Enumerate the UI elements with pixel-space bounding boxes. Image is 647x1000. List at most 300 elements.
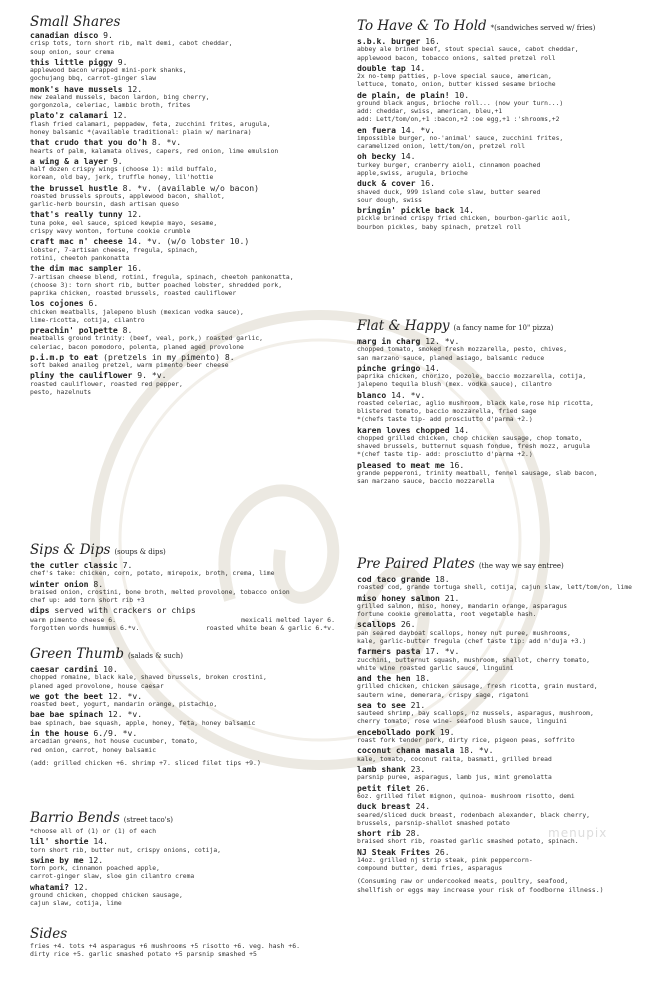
item-description: half dozen crispy wings (choose 1): mild buffalo, — [30, 166, 218, 174]
item-name — [30, 691, 335, 701]
item-price: 12. — [127, 83, 143, 94]
item-name — [357, 151, 639, 161]
item-description: chopped romaine, black kale, shaved brussels, broken crostini, — [30, 674, 267, 682]
dip-option: mexicali melted layer 6. — [241, 615, 335, 624]
item-price: 24. — [415, 801, 431, 812]
item-description: gorgonzola, celeriac, lambic broth, frites — [30, 102, 191, 110]
item-name-text: the brussel hustle — [30, 182, 118, 193]
item-description: red onion, carrot, honey balsamic — [30, 746, 157, 754]
menu-item — [30, 263, 335, 298]
item-description: pesto, hazelnuts — [30, 388, 92, 396]
item-name — [30, 560, 335, 570]
item-description: *(chef taste tip- add: prosciutto d'parma +2.) — [357, 451, 533, 459]
item-name — [357, 700, 639, 710]
item-description: kale, tomato, coconut raita, basmati, grilled bread — [357, 755, 552, 763]
section-title-text: Sides — [30, 926, 68, 942]
item-name — [30, 709, 335, 719]
item-description: pan seared dayboat scallops, honey nut puree, mushrooms, — [357, 629, 571, 637]
item-description: 14oz. grilled nj strip steak, pink peppercorn- — [357, 856, 533, 864]
item-name — [357, 460, 639, 470]
item-price: 14. *v. — [400, 124, 435, 135]
menu-item — [357, 574, 639, 593]
menu-item — [357, 700, 639, 727]
item-name-text: en fuera — [357, 124, 396, 135]
watermark-text: menupix — [548, 826, 608, 840]
item-description: apple,swiss, arugula, brioche — [357, 170, 468, 178]
menu-item — [30, 325, 335, 352]
item-description: applewood bacon wrapped mini-pork shanks, — [30, 67, 187, 75]
item-price: 14. — [400, 151, 416, 162]
item-price: 12. — [127, 209, 143, 220]
item-price: 14. — [93, 836, 108, 847]
item-price: 12. — [112, 110, 128, 121]
item-description: roasted cod, grande tortuga shell, cotija, cajun slaw, lett/tom/on, lime — [357, 584, 632, 592]
menu-item — [30, 709, 335, 728]
item-name — [30, 57, 335, 67]
section-title — [357, 318, 639, 336]
item-price: 18. — [415, 673, 431, 684]
menu-item — [357, 425, 639, 460]
section-note: (street taco's) — [123, 816, 173, 824]
item-name-text: swine by me — [30, 854, 84, 865]
item-name — [30, 325, 335, 335]
item-price: 8. — [93, 578, 104, 589]
item-price: 16. — [420, 178, 435, 189]
item-description: roast fork tender pork, dirty rice, pigeon peas, soffrito — [357, 737, 575, 745]
item-name-text: cod taco grande — [357, 574, 431, 584]
menu-item — [30, 691, 335, 710]
item-price: 18. — [434, 574, 450, 584]
item-price: 12. *v. — [107, 690, 143, 701]
item-price: 26. — [400, 619, 416, 630]
menu-item — [357, 178, 639, 205]
item-description: chef up: add torn short rib +3 — [30, 597, 145, 605]
item-description: lime-ricotta, cotija, cilantro — [30, 316, 145, 324]
menu-item — [30, 137, 335, 156]
item-name-text: los cojones — [30, 298, 84, 309]
menu-item — [357, 125, 639, 152]
item-description: *(chefs taste tip- add prosciutto d'parma +2.) — [357, 416, 533, 424]
item-description: kale, garlic-butter fregula (chef taste tip: add n'duja +3.) — [357, 638, 587, 646]
item-price: 23. — [410, 763, 426, 774]
item-name-text: de plain, de plain! — [357, 89, 450, 100]
item-description: new zealand mussels, bacon lardon, bing cherry, — [30, 94, 210, 102]
menu-item — [30, 156, 335, 183]
menu-item — [357, 151, 639, 178]
item-name — [30, 605, 335, 615]
sides-line: dirty rice +5. garlic smashed potato +5 parsnip smashed +5 — [30, 950, 257, 959]
item-description: sauteed shrimp, bay scallops, nz mussels, asparagus, mushroom, — [357, 710, 594, 718]
section-note: (soups & dips) — [114, 548, 166, 556]
section-to_have — [357, 18, 639, 232]
item-name-text: duck & cover — [357, 178, 416, 189]
item-description: jalepeno tequila blush (mex. vodka sauce), cilantro — [357, 381, 552, 389]
section-note: (a fancy name for 10" pizza) — [453, 324, 554, 332]
item-description: 7-artisan cheese blend, rotini, fregula, spinach, cheetoh pankonatta, — [30, 273, 294, 281]
item-price: 12. — [73, 881, 89, 892]
item-name — [30, 298, 335, 308]
item-price: 16. — [449, 459, 465, 470]
item-description: zucchini, butternut squash, mushroom, shallot, cherry tomato, — [357, 656, 590, 664]
item-description: caramelized onion, lett/tom/on, pretzel roll — [357, 143, 526, 151]
section-title-text: Green Thumb — [30, 646, 125, 662]
item-name-text: craft mac n' cheese — [30, 236, 123, 247]
item-name-text: that's really tunny — [30, 209, 123, 220]
item-name-text: lil' shortie — [30, 836, 89, 847]
menu-item — [357, 646, 639, 673]
item-name-text: plato'z calamari — [30, 110, 108, 121]
section-title-text: Flat & Happy — [357, 318, 450, 334]
item-description: fortune cookie gremolatta, root vegetable hash. — [357, 611, 537, 619]
item-name-text: petit filet — [357, 782, 411, 793]
footer-line: shellfish or eggs may increase your risk of foodborne illness.) — [357, 885, 604, 894]
item-description: torn pork, cinnamon poached apple, — [30, 865, 160, 873]
item-price: (pretzels in my pimento) 8. — [103, 351, 235, 362]
item-name-text: winter onion — [30, 578, 89, 589]
item-name — [357, 178, 639, 188]
section-title-text: Pre Paired Plates — [357, 556, 475, 572]
item-price: 14. — [425, 362, 440, 373]
item-description: tuna poke, eel sauce, spiced kewpie mayo, sesame, — [30, 219, 218, 227]
item-name — [30, 84, 335, 94]
dip-option: warm pimento cheese 6. — [30, 615, 117, 624]
item-name — [357, 336, 639, 346]
item-name-text: lamb shank — [357, 763, 406, 774]
menu-item — [357, 390, 639, 425]
menu-item — [357, 801, 639, 828]
item-name-text: bringin' pickle back — [357, 205, 455, 216]
item-name-text: pliny the cauliflower — [30, 370, 133, 381]
item-name-text: this little piggy — [30, 56, 113, 67]
item-name-text: that crudo that you do'h — [30, 137, 147, 148]
item-price: 14. — [459, 205, 474, 216]
section-green — [30, 646, 335, 767]
item-name-text: marg in charg — [357, 336, 421, 346]
item-name-text: bae bae spinach — [30, 709, 104, 720]
menu-item — [30, 183, 335, 210]
item-description: cajun slaw, cotija, lime — [30, 900, 122, 908]
item-description: shaved duck, 999 island cole slaw, butter seared — [357, 188, 541, 196]
item-name-text: in the house — [30, 728, 89, 739]
item-description: chef's take: chicken, corn, potato, mirepoix, broth, crema, lime — [30, 570, 275, 578]
dip-row — [30, 616, 335, 624]
section-note: (salads & such) — [128, 652, 183, 660]
item-name-text: we got the beet — [30, 690, 104, 701]
item-name-text: the cutler classic — [30, 560, 118, 570]
item-description: add: cheddar, swiss, american, bleu,+1 — [357, 108, 503, 116]
item-description: ground black angus, brioche roll... (now your turn...) — [357, 100, 564, 108]
item-description: chopped tomato, smoked fresh mozzarella, pesto, chives, — [357, 346, 568, 354]
section-title-text: Barrio Bends — [30, 810, 120, 826]
item-description: carrot-ginger slaw, sloe gin cilantro crema — [30, 873, 195, 881]
item-price: 9. — [112, 155, 123, 166]
item-name-text: caesar cardini — [30, 664, 99, 674]
item-price: 10. — [103, 664, 118, 674]
item-price: 21. — [410, 699, 426, 710]
section-barrio — [30, 810, 335, 908]
menu-item — [30, 836, 335, 855]
menu-item — [30, 855, 335, 882]
dip-row — [30, 624, 335, 632]
item-description: torn short rib, butter nut, crispy onions, cotija, — [30, 846, 221, 854]
menu-item — [357, 673, 639, 700]
item-price: 9. — [117, 56, 128, 67]
item-name — [357, 363, 639, 373]
item-name-text: miso honey salmon — [357, 592, 440, 603]
item-name — [357, 801, 639, 811]
section-plates — [357, 556, 639, 894]
item-name — [30, 352, 335, 362]
item-name — [357, 205, 639, 215]
menu-item — [357, 593, 639, 620]
item-name-text: dips — [30, 605, 50, 616]
item-description: lobster, 7-artisan cheese, fregula, spinach, — [30, 246, 199, 254]
item-description: crisp tots, torn short rib, malt demi, cabot cheddar, — [30, 40, 233, 48]
item-name — [357, 619, 639, 629]
footer-line: (Consuming raw or undercooked meats, poultry, seafood, — [357, 877, 569, 886]
item-price: 16. — [425, 36, 440, 46]
item-name — [30, 209, 335, 219]
item-name — [30, 30, 335, 40]
item-name — [30, 156, 335, 166]
dip-option: roasted white bean & garlic 6.*v. — [205, 624, 335, 633]
item-description: applewood bacon, tobacco onions, salted pretzel roll — [357, 54, 556, 62]
item-price: 10. — [454, 89, 470, 100]
item-name — [30, 855, 335, 865]
item-price: 17. *v. — [425, 646, 460, 657]
item-description: crispy wavy wonton, fortune cookie crumble — [30, 228, 191, 236]
item-description: (choose 3): torn short rib, butter poached lobster, shredded pork, — [30, 281, 283, 289]
item-name-text: coconut chana masala — [357, 745, 455, 756]
menu-item — [30, 605, 335, 632]
menu-item — [357, 90, 639, 125]
item-price: 14. *v. (w/o lobster 10.) — [127, 236, 250, 247]
item-price: 26. — [434, 846, 450, 857]
item-price: 8. *v. (available w/o bacon) — [122, 182, 260, 193]
item-description: hearts of palm, kalamata olives, capers, red onion, lime emulsion — [30, 147, 279, 155]
item-name — [357, 727, 639, 737]
item-price: 9. — [103, 30, 113, 40]
item-description: roasted beet, yogurt, mandarin orange, pistachio, — [30, 701, 218, 709]
item-description: turkey burger, cranberry aioli, cinnamon poached — [357, 161, 541, 169]
item-name-text: double tap — [357, 62, 406, 73]
section-title — [30, 810, 335, 828]
section-sips — [30, 542, 335, 633]
section-small_shares — [30, 14, 335, 397]
item-description: paprika chicken, chorizo, pozole, baccio mozzarella, cotija, — [357, 373, 587, 381]
item-description: roasted cauliflower, roasted red pepper, — [30, 380, 183, 388]
menu-item — [357, 783, 639, 802]
item-description: bourbon pickles, baby spinach, pretzel roll — [357, 223, 522, 231]
item-description: arcadian greens, hot house cucumber, tomato, — [30, 738, 199, 746]
item-description: planed aged provolone, house caesar — [30, 682, 164, 690]
item-name — [357, 425, 639, 435]
item-description: bae spinach, bae squash, apple, honey, feta, honey balsamic — [30, 719, 256, 727]
menu-item — [357, 63, 639, 90]
sides-line: fries +4. tots +4 asparagus +6 mushrooms +5 risotto +6. veg. hash +6. — [30, 942, 301, 950]
item-description: grilled salmon, miso, honey, mandarin orange, asparagus — [357, 603, 568, 611]
item-description: add: Lett/tom/on,+1 :bacon,+2 :oe egg,+1 :'shrooms,+2 — [357, 116, 560, 124]
item-name — [30, 664, 335, 674]
section-note: (the way we say entree) — [478, 562, 564, 570]
item-description: 6oz. grilled filet mignon, quinoa- mushroom risotto, demi — [357, 792, 575, 800]
item-description: grilled chicken, chicken sausage, fresh ricotta, grain mustard, — [357, 683, 598, 691]
item-price: 14. — [454, 424, 470, 435]
item-name-text: encebollado pork — [357, 726, 435, 737]
item-name-text: s.b.k. burger — [357, 36, 421, 46]
item-name-text: duck breast — [357, 801, 411, 812]
item-name — [30, 137, 335, 147]
menu-item — [30, 298, 335, 325]
menu-item — [30, 728, 335, 755]
item-description: korean, old bay, jerk, truffle honey, lil'hottie — [30, 174, 214, 182]
footer-line: (add: grilled chicken +6. shrimp +7. sliced filet tips +9.) — [30, 758, 261, 767]
menu-item — [357, 363, 639, 390]
item-description: compound butter, demi fries, asparagus — [357, 865, 503, 873]
item-description: meatballs ground trinity: (beef, veal, pork,) roasted garlic, — [30, 335, 263, 343]
menu-item — [30, 664, 335, 691]
item-description: honey balsamic *(available traditional: plain w/ marinara) — [30, 129, 252, 137]
item-description: braised onion, crostini, bone broth, melted provolone, tobacco onion — [30, 589, 290, 597]
item-name — [357, 764, 639, 774]
item-name — [357, 673, 639, 683]
item-name-text: pinche gringo — [357, 362, 421, 373]
item-price: served with crackers or chips — [54, 605, 196, 616]
item-description: flash fried calamari, peppadew, feta, zucchini frites, arugula, — [30, 120, 271, 128]
menu-item — [357, 460, 639, 487]
menu-item — [30, 579, 335, 606]
menu-item — [30, 352, 335, 371]
item-price: 16. — [127, 263, 143, 274]
section-flat — [357, 318, 639, 486]
menu-item — [30, 110, 335, 137]
item-name — [30, 183, 335, 193]
section-title-text: To Have & To Hold — [357, 18, 487, 34]
item-price: 8. *v. — [151, 137, 182, 148]
item-price: 18. *v. — [459, 745, 494, 756]
item-price: 6. — [88, 298, 99, 309]
item-name-text: the dim mac sampler — [30, 263, 123, 274]
menu-item — [357, 619, 639, 646]
item-description: paprika chicken, roasted brussels, roasted cauliflower — [30, 289, 237, 297]
item-name — [30, 110, 335, 120]
section-title — [357, 18, 639, 36]
menu-item — [357, 764, 639, 783]
item-name-text: short rib — [357, 827, 401, 838]
item-description: grande pepperoni, trinity meatball, fennel sausage, slab bacon, — [357, 470, 598, 478]
item-name — [30, 882, 335, 892]
item-description: ground chicken, chopped chicken sausage, — [30, 892, 183, 900]
section-title — [30, 926, 335, 942]
item-description: chopped grilled chicken, chop chicken sausage, chop tomato, — [357, 435, 583, 443]
item-description: seared/sliced duck breast, rodenbach alexander, black cherry, — [357, 811, 590, 819]
item-name — [357, 783, 639, 793]
item-name-text: NJ Steak Frites — [357, 846, 431, 857]
item-price: 9. *v. — [137, 370, 167, 381]
item-name-text: preachin' polpette — [30, 324, 118, 335]
menu-item — [357, 36, 639, 63]
section-sides — [30, 926, 335, 959]
item-name — [357, 63, 639, 73]
item-price: 14. — [410, 62, 426, 73]
item-description: celeriac, bacon pomodoro, polenta, planed aged provolone — [30, 343, 244, 351]
item-name-text: p.i.m.p to eat — [30, 351, 99, 362]
item-name-text: karen loves chopped — [357, 424, 450, 435]
item-name — [30, 263, 335, 273]
item-description: 2x no-temp patties, p-love special sauce, american, — [357, 73, 552, 81]
item-description: braised short rib, roasted garlic smashed potato, spinach. — [357, 838, 579, 846]
item-name — [357, 90, 639, 100]
item-price: 26. — [415, 782, 431, 793]
item-description: lettuce, tomato, onion, butter kissed sesame brioche — [357, 81, 556, 89]
section-title — [357, 556, 639, 574]
item-description: san marzano sauce, planed asiago, balsamic reduce — [357, 354, 545, 362]
section-title-text: Sips & Dips — [30, 542, 111, 558]
menu-item — [30, 882, 335, 909]
item-name — [30, 579, 335, 589]
item-name-text: canadian disco — [30, 30, 99, 40]
section-title — [30, 542, 335, 560]
menu-item — [30, 370, 335, 397]
item-name — [357, 125, 639, 135]
section-title-text: Small Shares — [30, 14, 121, 30]
menu-item — [30, 236, 335, 263]
item-description: gochujang bbq, carrot-ginger slaw — [30, 75, 157, 83]
item-price: 14. *v. — [391, 389, 426, 400]
item-description: garlic-herb boursin, dash artisan queso — [30, 201, 179, 209]
item-name-text: oh becky — [357, 151, 396, 162]
item-price: 21. — [444, 592, 460, 603]
item-name — [357, 646, 639, 656]
item-name — [30, 370, 335, 380]
item-description: pickle brined crispy fried chicken, bourbon-garlic aoil, — [357, 215, 571, 223]
item-description: parsnip puree, asparagus, lamb jus, mint gremolatta — [357, 774, 552, 782]
item-name-text: farmers pasta — [357, 646, 421, 657]
item-name-text: pleased to meat me — [357, 459, 445, 470]
item-name — [30, 236, 335, 246]
item-name-text: whatami? — [30, 881, 69, 892]
dip-option: forgotten words hummus 6.*v. — [30, 624, 140, 633]
item-description: brussels, parsnip-shallot smashed potato — [357, 819, 510, 827]
item-name — [357, 36, 639, 46]
menu-item — [357, 205, 639, 232]
item-name-text: a wing & a layer — [30, 155, 108, 166]
section-title — [30, 646, 335, 664]
menu-item — [357, 847, 639, 874]
item-description: roasted celeriac, aglio mushroom, black kale,rose hip ricotta, — [357, 400, 594, 408]
menu-item — [30, 30, 335, 57]
item-description: impossible burger, no-'animal' sauce, zucchini frites, — [357, 135, 564, 143]
item-description: soup onion, sour crema — [30, 48, 115, 56]
item-description: sour dough, swiss — [357, 196, 422, 204]
item-description: blistered tomato, baccio mozzarella, fried sage — [357, 408, 537, 416]
section-title — [30, 14, 335, 30]
menu-item — [357, 336, 639, 363]
item-description: abbey ale brined beef, stout special sauce, cabot cheddar, — [357, 46, 579, 54]
item-price: 28. — [405, 827, 421, 838]
item-name-text: monk's have mussels — [30, 83, 123, 94]
section-subnote: *choose all of (1) or (1) of each — [30, 828, 157, 835]
item-name-text: scallops — [357, 619, 396, 630]
section-note: *(sandwiches served w/ fries) — [490, 24, 596, 32]
item-description: white wine roasted garlic sauce, linguini — [357, 664, 514, 672]
item-description: cherry tomato, rose wine- seafood blush sauce, linguini — [357, 718, 568, 726]
item-description: san marzano sauce, baccio mozzarella — [357, 478, 495, 486]
item-name-text: sea to see — [357, 699, 406, 710]
item-name — [30, 836, 335, 846]
item-price: 7. — [122, 560, 133, 570]
item-name — [357, 390, 639, 400]
